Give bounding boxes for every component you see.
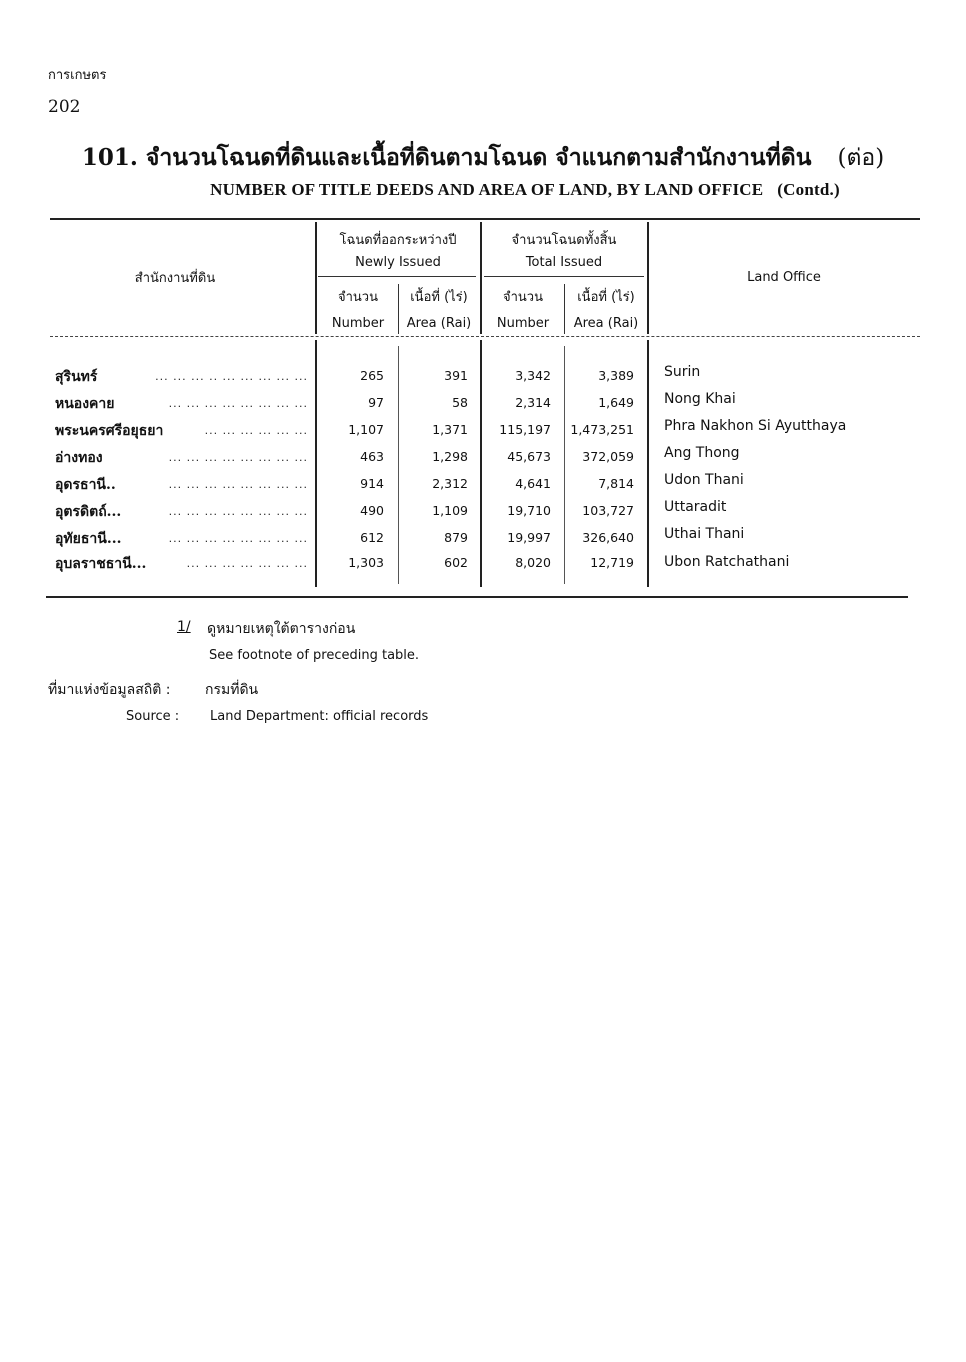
row-total-area: 7,814 bbox=[598, 476, 634, 491]
row-total-area: 3,389 bbox=[598, 368, 634, 383]
source-value-en: Land Department: official records bbox=[210, 709, 429, 724]
row-name-th: หนองคาย bbox=[55, 396, 115, 412]
row-new-number: 612 bbox=[360, 530, 384, 545]
title-english bbox=[0, 180, 966, 200]
row-name-en: Udon Thani bbox=[664, 472, 744, 488]
row-name-th: อุตรดิตถ์... bbox=[55, 504, 122, 520]
row-name-th: สุรินทร์ bbox=[55, 369, 98, 385]
row-name-en: Surin bbox=[664, 364, 701, 380]
header-land-office-th: สำนักงานที่ดิน bbox=[134, 271, 216, 286]
row-new-number: 490 bbox=[360, 503, 384, 518]
row-new-area: 602 bbox=[444, 555, 468, 570]
body-divider bbox=[564, 346, 565, 584]
row-total-number: 45,673 bbox=[507, 449, 551, 464]
row-new-area: 2,312 bbox=[432, 476, 468, 491]
header-area-th: เนื้อที่ (ไร่) bbox=[577, 290, 635, 305]
row-leader-dots: ... ... ... ... ... ... ... ... bbox=[168, 451, 308, 464]
row-new-area: 879 bbox=[444, 530, 468, 545]
row-new-area: 1,109 bbox=[432, 503, 468, 518]
header-area-en: Area (Rai) bbox=[406, 316, 472, 331]
row-name-th: อุดรธานี.. bbox=[55, 477, 116, 493]
row-total-area: 1,473,251 bbox=[570, 422, 634, 437]
row-new-area: 391 bbox=[444, 368, 468, 383]
group-rule bbox=[484, 276, 644, 277]
row-name-en: Ubon Ratchathani bbox=[664, 554, 790, 570]
row-new-number: 265 bbox=[360, 368, 384, 383]
row-leader-dots: ... ... ... ... ... ... bbox=[204, 424, 308, 437]
source-value-th: กรมที่ดิน bbox=[205, 682, 259, 698]
row-total-area: 103,727 bbox=[582, 503, 634, 518]
header-land-office-en: Land Office bbox=[747, 270, 821, 285]
row-leader-dots: ... ... ... .. ... ... ... ... ... bbox=[155, 370, 308, 383]
row-total-area: 12,719 bbox=[590, 555, 634, 570]
header-number-en: Number bbox=[496, 316, 550, 331]
row-total-number: 19,997 bbox=[507, 530, 551, 545]
row-total-number: 115,197 bbox=[499, 422, 551, 437]
row-name-th: อุทัยธานี... bbox=[55, 531, 122, 547]
header-total-issued-en: Total Issued bbox=[525, 255, 603, 270]
header-newly-issued-th: โฉนดที่ออกระหว่างปี bbox=[339, 233, 457, 248]
header-area-en: Area (Rai) bbox=[573, 316, 639, 331]
row-new-area: 58 bbox=[452, 395, 468, 410]
row-new-area: 1,298 bbox=[432, 449, 468, 464]
footnote-thai: ดูหมายเหตุใต้ตารางก่อน bbox=[207, 621, 356, 637]
header-divider bbox=[480, 222, 482, 334]
header-newly-issued-en: Newly Issued bbox=[355, 255, 441, 270]
row-new-number: 1,303 bbox=[348, 555, 384, 570]
row-total-number: 2,314 bbox=[515, 395, 551, 410]
row-leader-dots: ... ... ... ... ... ... ... ... bbox=[168, 397, 308, 410]
row-name-th: อุบลราชธานี... bbox=[55, 556, 147, 572]
row-name-th: อ่างทอง bbox=[55, 450, 103, 466]
row-new-number: 463 bbox=[360, 449, 384, 464]
row-new-number: 914 bbox=[360, 476, 384, 491]
section-label: การเกษตร bbox=[48, 68, 107, 83]
header-number-en: Number bbox=[331, 316, 385, 331]
title-thai-contd: (ต่อ) bbox=[837, 145, 885, 171]
row-new-number: 1,107 bbox=[348, 422, 384, 437]
table-top-rule bbox=[50, 218, 920, 220]
body-divider bbox=[480, 340, 482, 587]
row-name-en: Uttaradit bbox=[664, 499, 727, 515]
row-leader-dots: ... ... ... ... ... ... ... bbox=[186, 557, 308, 570]
body-divider bbox=[398, 346, 399, 584]
group-rule bbox=[318, 276, 476, 277]
header-divider bbox=[647, 222, 649, 334]
body-divider bbox=[647, 340, 649, 587]
row-leader-dots: ... ... ... ... ... ... ... ... bbox=[168, 505, 308, 518]
title-english-contd: (Contd.) bbox=[777, 180, 840, 199]
row-total-number: 19,710 bbox=[507, 503, 551, 518]
row-name-en: Phra Nakhon Si Ayutthaya bbox=[664, 418, 847, 434]
page-number: 202 bbox=[48, 97, 81, 117]
row-total-area: 1,649 bbox=[598, 395, 634, 410]
row-total-number: 8,020 bbox=[515, 555, 551, 570]
title-thai-text: 101. จำนวนโฉนดที่ดินและเนื้อที่ดินตามโฉนด จำแนกตามสำนักงานที่ดิน bbox=[81, 144, 812, 171]
header-bottom-rule bbox=[50, 336, 920, 337]
row-name-th: พระนครศรีอยุธยา bbox=[55, 423, 164, 439]
row-new-number: 97 bbox=[368, 395, 384, 410]
source-label-en: Source : bbox=[126, 709, 180, 724]
header-number-th: จำนวน bbox=[338, 290, 378, 305]
row-name-en: Nong Khai bbox=[664, 391, 736, 407]
row-name-en: Ang Thong bbox=[664, 445, 740, 461]
row-leader-dots: ... ... ... ... ... ... ... ... bbox=[168, 532, 308, 545]
row-total-number: 3,342 bbox=[515, 368, 551, 383]
source-label-th: ที่มาแห่งข้อมูลสถิติ : bbox=[48, 682, 171, 698]
row-new-area: 1,371 bbox=[432, 422, 468, 437]
header-area-th: เนื้อที่ (ไร่) bbox=[410, 290, 468, 305]
footnote-english: See footnote of preceding table. bbox=[209, 648, 420, 663]
row-total-number: 4,641 bbox=[515, 476, 551, 491]
row-leader-dots: ... ... ... ... ... ... ... ... bbox=[168, 478, 308, 491]
title-english-text: NUMBER OF TITLE DEEDS AND AREA OF LAND, BY LAND OFFICE bbox=[210, 180, 764, 199]
table-bottom-rule bbox=[46, 596, 908, 598]
header-number-th: จำนวน bbox=[503, 290, 543, 305]
footnote-marker: 1/ bbox=[177, 619, 191, 635]
row-total-area: 372,059 bbox=[582, 449, 634, 464]
title-thai bbox=[0, 140, 966, 176]
row-name-en: Uthai Thani bbox=[664, 526, 745, 542]
header-divider bbox=[315, 222, 317, 334]
row-total-area: 326,640 bbox=[582, 530, 634, 545]
header-total-issued-th: จำนวนโฉนดทั้งสิ้น bbox=[511, 233, 617, 248]
body-divider bbox=[315, 340, 317, 587]
